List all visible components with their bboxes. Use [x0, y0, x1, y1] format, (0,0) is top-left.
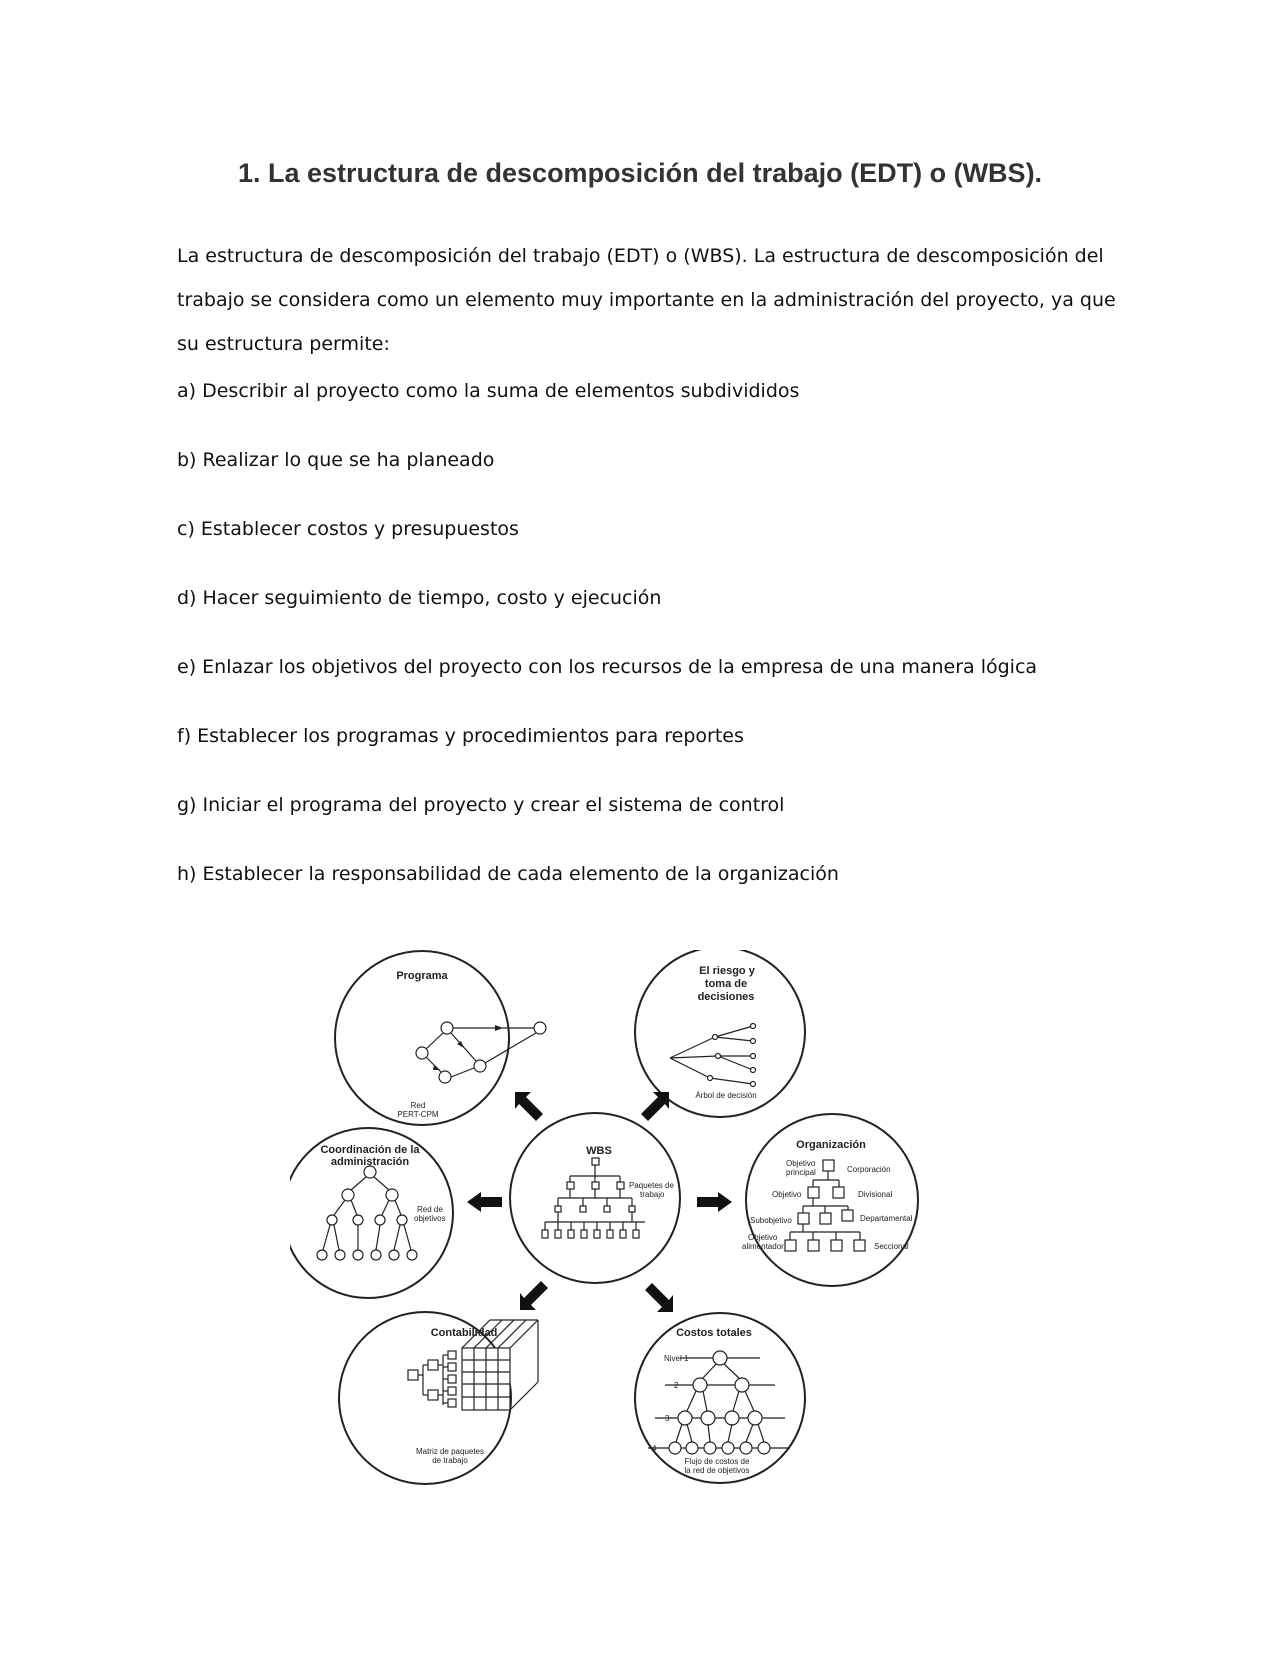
riesgo-caption: Árbol de decisión — [695, 1091, 757, 1100]
arrow-to-riesgo — [641, 1092, 669, 1121]
intro-paragraph — [177, 234, 1117, 366]
coordinacion-title: administración — [330, 1156, 410, 1168]
list-item-e: e) Enlazar los objetivos del proyecto con los recursos de la empresa de una manera lógica — [177, 656, 1038, 678]
list-item-f: f) Establecer los programas y procedimientos para reportes — [177, 725, 744, 747]
coordinacion-label: objetivos — [414, 1214, 446, 1223]
org-label: Departamental — [860, 1214, 913, 1223]
arrow-to-costos — [645, 1283, 673, 1312]
org-label: Objetivo — [748, 1233, 778, 1242]
contabilidad-caption: de trabajo — [432, 1456, 468, 1465]
organizacion-title: Organización — [796, 1139, 866, 1151]
wbs-diagram — [290, 950, 990, 1590]
org-label: Divisional — [858, 1190, 893, 1199]
riesgo-title: toma de — [704, 978, 748, 990]
list-item-c: c) Establecer costos y presupuestos — [177, 518, 519, 540]
programa-caption: PERT-CPM — [397, 1110, 439, 1119]
costos-caption: Flujo de costos de — [684, 1457, 750, 1466]
list-item-b: b) Realizar lo que se ha planeado — [177, 449, 495, 471]
riesgo-title: El riesgo y — [699, 965, 755, 977]
riesgo-title: decisiones — [697, 991, 755, 1003]
page-title: 1. La estructura de descomposición del trabajo (EDT) o (WBS). — [237, 158, 1043, 188]
arrow-to-programa — [515, 1092, 543, 1121]
wbs-label: trabajo — [640, 1190, 665, 1199]
coordinacion-title: Coordinación de la — [320, 1144, 420, 1156]
org-label: Objetivo — [786, 1159, 816, 1168]
wbs-title: WBS — [586, 1145, 612, 1157]
costos-level: 2 — [674, 1381, 679, 1390]
costos-level: Nivel 1 — [664, 1354, 689, 1363]
costos-level: 4 — [652, 1444, 657, 1453]
contabilidad-title: Contabilidad — [430, 1327, 498, 1339]
arrow-to-contabilidad — [520, 1281, 548, 1310]
org-label: Seccional — [874, 1242, 909, 1251]
costos-title: Costos totales — [676, 1327, 752, 1339]
list-item-d: d) Hacer seguimiento de tiempo, costo y ejecución — [177, 587, 662, 609]
costos-level: 3 — [665, 1414, 670, 1423]
intro-line: La estructura de descomposición del trabajo (EDT) o (WBS). La estructura de descomposición del — [177, 245, 1104, 267]
list-item-h: h) Establecer la responsabilidad de cada elemento de la organización — [177, 863, 839, 885]
programa-caption: Red — [410, 1101, 426, 1110]
intro-line: su estructura permite: — [177, 333, 390, 355]
programa-title: Programa — [396, 970, 448, 982]
contabilidad-caption: Matriz de paquetes — [415, 1447, 485, 1456]
org-label: Corporación — [847, 1165, 891, 1174]
coordinacion-label: Red de — [417, 1205, 443, 1214]
list-item-g: g) Iniciar el programa del proyecto y crear el sistema de control — [177, 794, 785, 816]
wbs-label: Paquetes de — [629, 1181, 674, 1190]
arrow-to-coordinacion — [467, 1192, 502, 1212]
org-label: Subobjetivo — [750, 1216, 792, 1225]
org-label: Objetivo — [772, 1190, 802, 1199]
arrow-to-organizacion — [697, 1192, 732, 1212]
org-label: alimentador — [742, 1242, 784, 1251]
org-label: principal — [786, 1168, 816, 1177]
list-item-a: a) Describir al proyecto como la suma de elementos subdivididos — [177, 380, 800, 402]
costos-caption: la red de objetivos — [684, 1466, 750, 1475]
intro-line: trabajo se considera como un elemento muy importante en la administración del proyecto, ya que — [177, 289, 1116, 311]
